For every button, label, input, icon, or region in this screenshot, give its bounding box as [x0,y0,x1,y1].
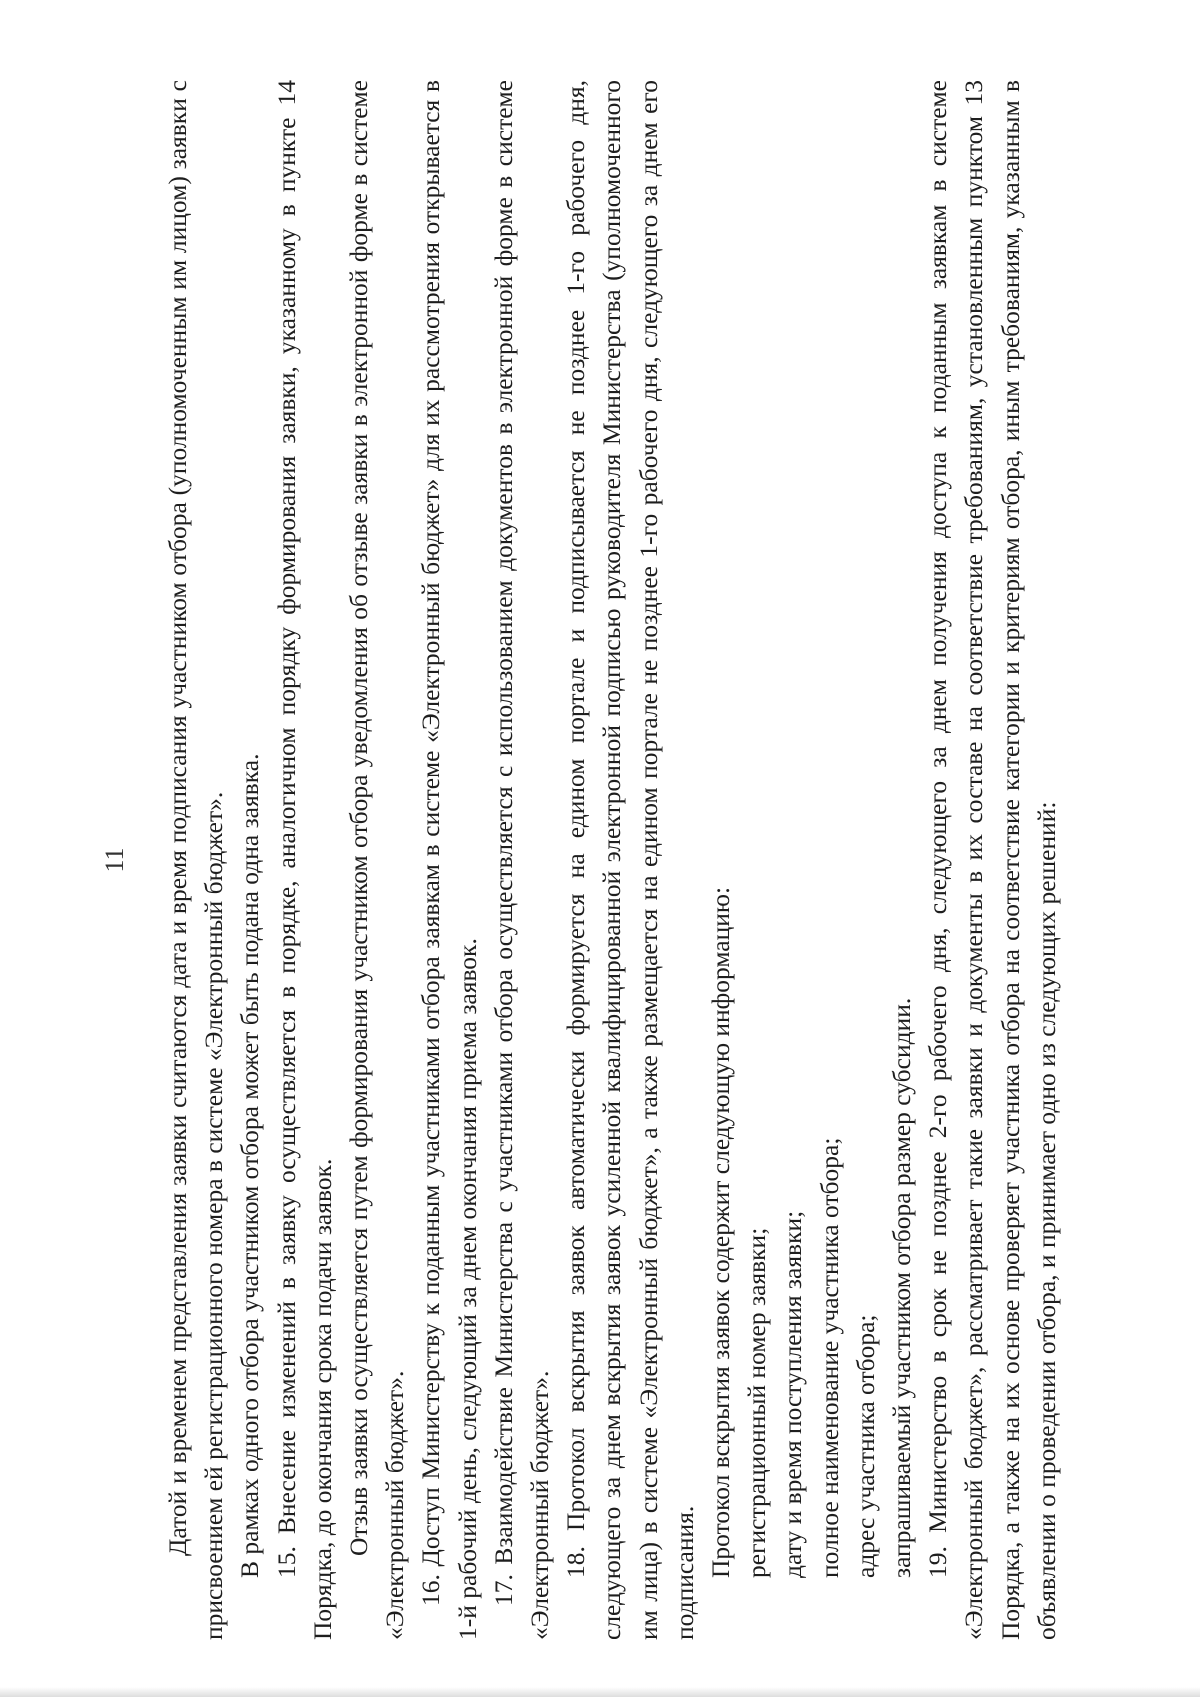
paragraph-16: 16. Доступ Министерству к поданным участниками отбора заявкам в системе «Электронный бюджет» для их рассмотрения открывается в 1-й рабочий день, следующий за днем окончания приема заявок. [416,80,482,1640]
list-item-registration-number: регистрационный номер заявки; [742,1227,772,1578]
paragraph-one-application: В рамках одного отбора участником отбора может быть подана одна заявка. [235,753,265,1578]
list-item-receipt-datetime: дату и время поступления заявки; [778,1210,808,1578]
paragraph-19: 19. Министерство в срок не позднее 2-го рабочего дня, следующего за днем получения доступа к поданным заявкам в системе «Электронный бюджет», рассматривает такие заявки и документы в их составе на соответствие требованиям, установленным пунктом 13 Порядка, а также на их основе проверяет участника отбора на соответствие категории и критериям отбора, иным требованиям, указанным в объявлении о проведении отбора, и принимает одно из следующих решений: [923,80,1061,1640]
paragraph-withdrawal: Отзыв заявки осуществляется путем формирования участником отбора уведомления об отзыве заявки в электронной форме в системе «Электронный бюджет». [344,80,410,1640]
paragraph-submission-time: Датой и временем представления заявки считаются дата и время подписания участником отбора (уполномоченным им лицом) заявки с присвоением ей регистрационного номера в системе «Электронный бюджет». [163,80,229,1640]
paragraph-15: 15. Внесение изменений в заявку осуществляется в порядке, аналогичном порядку формирования заявки, указанному в пункте 14 Порядка, до окончания срока подачи заявок. [271,80,337,1640]
list-item-full-name: полное наименование участника отбора; [814,1137,844,1578]
document-body [160,80,1065,1640]
paragraph-17: 17. Взаимодействие Министерства с участниками отбора осуществляется с использованием документов в электронной форме в системе «Электронный бюджет». [488,80,555,1640]
paragraph-18: 18. Протокол вскрытия заявок автоматически формируется на едином портале и подписывается не позднее 1-го рабочего дня, следующего за днем вскрытия заявок усиленной квалифицированной электронной подписью руководителя Министерства (уполномоченного им лица) в системе «Электронный бюджет», а также размещается на едином портале не позднее 1-го рабочего дня, следующего за днем его подписания. [561,80,699,1640]
scan-edge-noise [0,1687,1200,1697]
page-number: 11 [100,847,129,873]
rotated-content [100,80,1065,1640]
list-item-address: адрес участника отбора; [850,1314,880,1578]
list-item-subsidy-amount: запрашиваемый участником отбора размер субсидии. [887,997,917,1578]
paragraph-protocol-contents: Протокол вскрытия заявок содержит следующую информацию: [706,886,736,1578]
